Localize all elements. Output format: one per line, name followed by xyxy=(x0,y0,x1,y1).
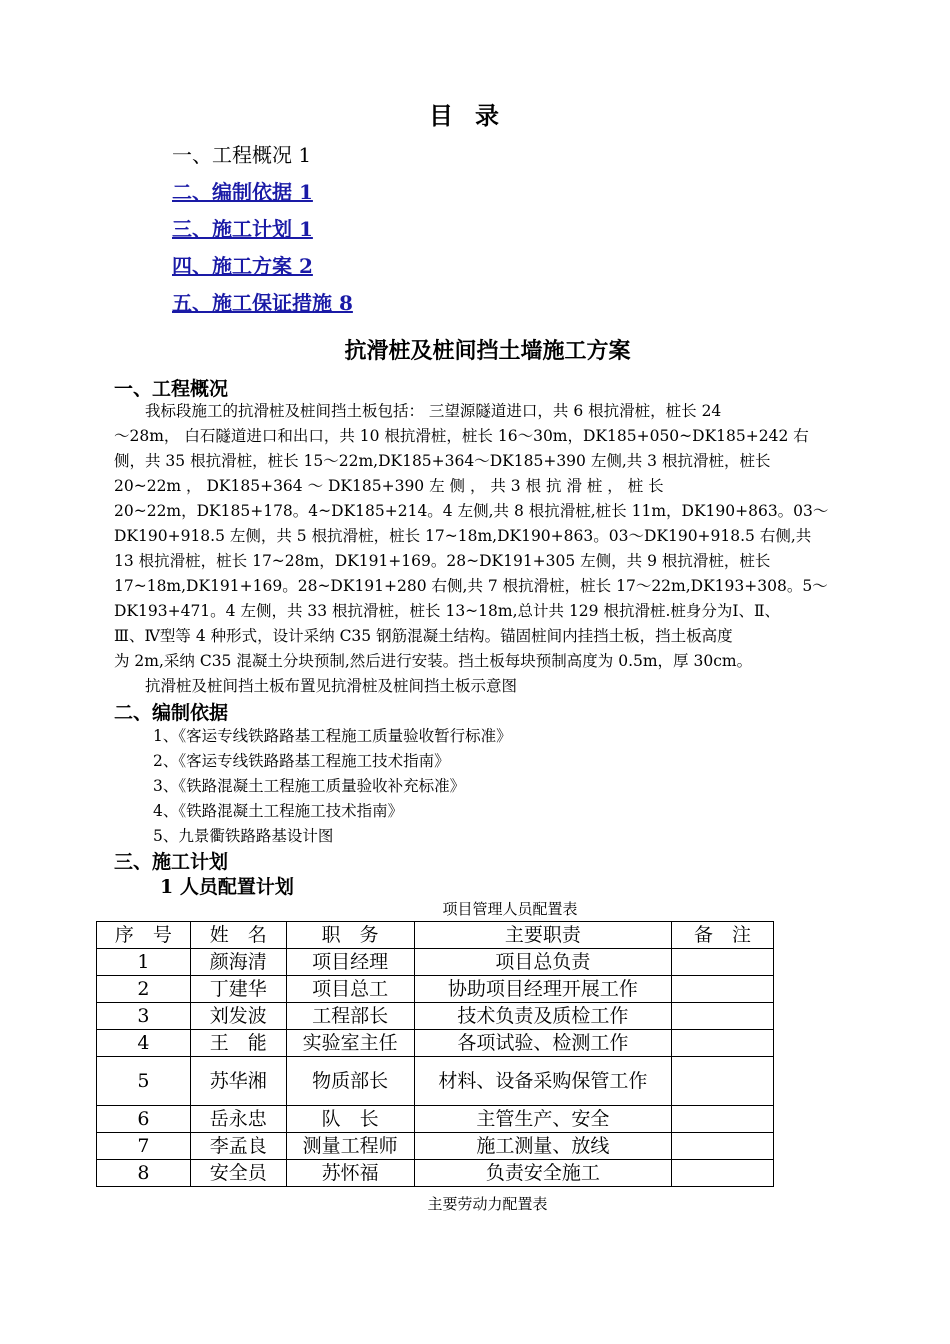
reference-item: 1、《客运专线铁路路基工程施工质量验收暂行标准》 xyxy=(153,727,512,745)
table-cell: 苏怀福 xyxy=(286,1160,414,1187)
table-cell: 测量工程师 xyxy=(286,1133,414,1160)
table-cell: 1 xyxy=(97,949,191,976)
table-cell: 苏华湘 xyxy=(190,1057,286,1106)
staff-table xyxy=(96,921,774,1187)
table-cell: 李孟良 xyxy=(190,1133,286,1160)
table-header-row xyxy=(97,922,774,949)
table-cell: 物质部长 xyxy=(286,1057,414,1106)
subsection-heading: 1 人员配置计划 xyxy=(160,876,294,898)
table-cell: 项目总负责 xyxy=(414,949,672,976)
table-row xyxy=(97,1106,774,1133)
para-line: ～28m， 白石隧道进口和出口，共 10 根抗滑桩，桩长 16～30m，DK185+050~DK185+242 右 xyxy=(114,427,809,445)
reference-item: 5、九景衢铁路路基设计图 xyxy=(153,827,334,845)
table-caption: 项目管理人员配置表 xyxy=(442,900,578,918)
para-line: 20~22m，DK185+178。4~DK185+214。4 左侧,共 8 根抗滑桩,桩长 11m，DK190+863。03～ xyxy=(114,502,829,520)
table-cell: 5 xyxy=(97,1057,191,1106)
table-row xyxy=(97,1133,774,1160)
toc-title: 目录 xyxy=(429,101,521,130)
table-cell: 主管生产、安全 xyxy=(414,1106,672,1133)
table-cell: 3 xyxy=(97,1003,191,1030)
table-row xyxy=(97,976,774,1003)
section2-heading: 二、编制依据 xyxy=(114,702,229,724)
para-line: DK190+918.5 左侧，共 5 根抗滑桩，桩长 17~18m,DK190+863。03～DK190+918.5 右侧,共 xyxy=(114,527,812,545)
table-cell: 实验室主任 xyxy=(286,1030,414,1057)
section3-heading: 三、施工计划 xyxy=(114,851,229,873)
table-row xyxy=(97,1030,774,1057)
table-cell xyxy=(672,976,774,1003)
table-row xyxy=(97,949,774,976)
table-cell xyxy=(672,1057,774,1106)
table-cell: 技术负责及质检工作 xyxy=(414,1003,672,1030)
next-table-caption: 主要劳动力配置表 xyxy=(427,1195,548,1213)
table-cell: 材料、设备采购保管工作 xyxy=(414,1057,672,1106)
table-cell: 施工测量、放线 xyxy=(414,1133,672,1160)
para-line: Ⅲ、Ⅳ型等 4 种形式，设计采纳 C35 钢筋混凝土结构。锚固桩间内挂挡土板，挡土板高度 xyxy=(114,627,733,645)
toc-link-4[interactable]: 四、施工方案 2 xyxy=(172,254,313,278)
toc-link-3[interactable]: 三、施工计划 1 xyxy=(172,217,313,241)
para-line: DK193+471。4 左侧，共 33 根抗滑桩，桩长 13~18m,总计共 129 根抗滑桩.桩身分为Ⅰ、Ⅱ、 xyxy=(114,602,781,620)
para-line: 20~22m ， DK185+364 ～ DK185+390 左 侧 ， 共 3 根 抗 滑 桩 ， 桩 长 xyxy=(114,477,664,495)
header-cell: 序 号 xyxy=(97,922,191,949)
table-cell: 负责安全施工 xyxy=(414,1160,672,1187)
table-cell: 项目经理 xyxy=(286,949,414,976)
header-cell: 职 务 xyxy=(286,922,414,949)
table-row xyxy=(97,1057,774,1106)
table-cell: 协助项目经理开展工作 xyxy=(414,976,672,1003)
table-cell: 丁建华 xyxy=(190,976,286,1003)
reference-item: 2、《客运专线铁路路基工程施工技术指南》 xyxy=(153,752,450,770)
table-row xyxy=(97,1003,774,1030)
table-cell: 项目总工 xyxy=(286,976,414,1003)
table-cell: 7 xyxy=(97,1133,191,1160)
toc-link-5[interactable]: 五、施工保证措施 8 xyxy=(172,291,353,315)
para-line: 为 2m,采纳 C35 混凝土分块预制,然后进行安装。挡土板每块预制高度为 0.5m，厚 30cm。 xyxy=(114,652,753,670)
para-line: 13 根抗滑桩，桩长 17~28m，DK191+169。28~DK191+305 左侧，共 9 根抗滑桩，桩长 xyxy=(114,552,771,570)
header-cell: 备 注 xyxy=(672,922,774,949)
toc-item-1: 一、工程概况 1 xyxy=(172,143,312,167)
table-row xyxy=(97,1160,774,1187)
table-cell: 颜海清 xyxy=(190,949,286,976)
table-cell: 2 xyxy=(97,976,191,1003)
table-cell: 8 xyxy=(97,1160,191,1187)
table-cell xyxy=(672,1133,774,1160)
para-line: 侧，共 35 根抗滑桩，桩长 15～22m,DK185+364～DK185+390 左侧,共 3 根抗滑桩，桩长 xyxy=(114,452,771,470)
table-cell: 刘发波 xyxy=(190,1003,286,1030)
para-line: 抗滑桩及桩间挡土板布置见抗滑桩及桩间挡土板示意图 xyxy=(114,677,518,695)
reference-item: 3、《铁路混凝土工程施工质量验收补充标准》 xyxy=(153,777,466,795)
reference-item: 4、《铁路混凝土工程施工技术指南》 xyxy=(153,802,404,820)
table-cell: 王 能 xyxy=(190,1030,286,1057)
table-cell xyxy=(672,1030,774,1057)
table-cell: 岳永忠 xyxy=(190,1106,286,1133)
table-cell: 各项试验、检测工作 xyxy=(414,1030,672,1057)
para-line: 17~18m,DK191+169。28~DK191+280 右侧,共 7 根抗滑桩，桩长 17～22m,DK193+308。5～ xyxy=(114,577,828,595)
table-cell: 安全员 xyxy=(190,1160,286,1187)
table-cell: 6 xyxy=(97,1106,191,1133)
table-cell xyxy=(672,949,774,976)
table-cell xyxy=(672,1106,774,1133)
toc-link-2[interactable]: 二、编制依据 1 xyxy=(172,180,313,204)
table-cell: 工程部长 xyxy=(286,1003,414,1030)
header-cell: 主要职责 xyxy=(414,922,672,949)
table-cell: 队 长 xyxy=(286,1106,414,1133)
table-cell xyxy=(672,1160,774,1187)
para-line: 我标段施工的抗滑桩及桩间挡土板包括： 三望源隧道进口，共 6 根抗滑桩，桩长 24 xyxy=(114,402,722,420)
header-cell: 姓 名 xyxy=(190,922,286,949)
document-title: 抗滑桩及桩间挡土墙施工方案 xyxy=(344,338,631,364)
table-cell: 4 xyxy=(97,1030,191,1057)
table-cell xyxy=(672,1003,774,1030)
section1-heading: 一、工程概况 xyxy=(114,378,229,400)
